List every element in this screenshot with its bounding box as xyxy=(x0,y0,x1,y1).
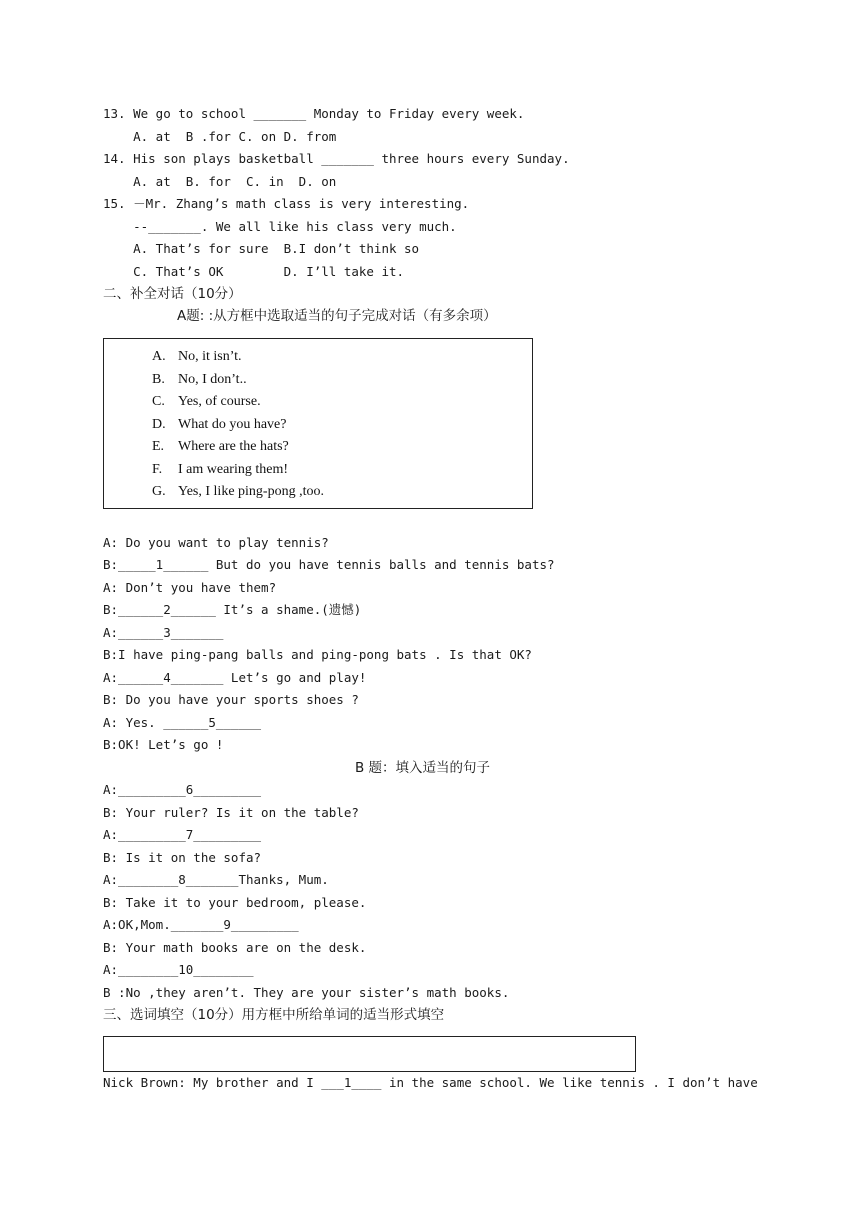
section-2-heading: 二、补全对话（10分） xyxy=(103,286,242,302)
question-15-line2: --_______. We all like his class very much. xyxy=(103,219,457,234)
dialog-b-line: B: Your ruler? Is it on the table? xyxy=(103,805,359,820)
option-letter: F. xyxy=(152,462,163,477)
option-letter: C. xyxy=(152,394,165,409)
dialog-a-line: A: Don’t you have them? xyxy=(103,580,277,595)
option-letter: G. xyxy=(152,484,166,499)
passage-line: Nick Brown: My brother and I ___1____ in the same school. We like tennis . I don’t have xyxy=(103,1075,758,1090)
option-c xyxy=(152,393,261,411)
dialog-a-line: B:I have ping-pang balls and ping-pong bats . Is that OK? xyxy=(103,647,532,662)
dialog-b-line: B :No ,they aren’t. They are your sister’s math books. xyxy=(103,985,510,1000)
dialog-b-line: A:OK,Mom._______9_________ xyxy=(103,917,299,932)
option-text: No, it isn’t. xyxy=(178,349,242,364)
question-13: 13. We go to school _______ Monday to Friday every week. xyxy=(103,106,525,121)
dialog-b-line: B: Take it to your bedroom, please. xyxy=(103,895,367,910)
question-15-options-1: A. That’s for sure B.I don’t think so xyxy=(103,241,420,256)
section-3-heading: 三、选词填空（10分）用方框中所给单词的适当形式填空 xyxy=(103,1007,445,1023)
dialog-b-line: A:________10________ xyxy=(103,962,254,977)
option-e xyxy=(152,438,289,456)
option-text: No, I don’t.. xyxy=(178,372,247,387)
option-text: I am wearing them! xyxy=(178,462,289,477)
option-text: What do you have? xyxy=(178,417,287,432)
question-15-options-2: C. That’s OK D. I’ll take it. xyxy=(103,264,405,279)
option-d xyxy=(152,416,286,434)
question-13-options: A. at B .for C. on D. from xyxy=(103,129,337,144)
part-a-title: A题: :从方框中选取适当的句子完成对话（有多余项） xyxy=(177,308,497,324)
options-box xyxy=(103,338,533,509)
part-b-title: B 题：填入适当的句子 xyxy=(355,760,491,776)
dialog-a-line: B:_____1______ But do you have tennis balls and tennis bats? xyxy=(103,557,555,572)
option-f xyxy=(152,461,288,479)
dialog-a-line: A:______4_______ Let’s go and play! xyxy=(103,670,367,685)
dialog-b-line: A:________8_______Thanks, Mum. xyxy=(103,872,329,887)
dialog-a-line: A: Do you want to play tennis? xyxy=(103,535,329,550)
dialog-a-line: B:______2______ It’s a shame.(遗憾) xyxy=(103,602,362,617)
option-letter: B. xyxy=(152,372,165,387)
question-15: 15. －Mr. Zhang’s math class is very interesting. xyxy=(103,196,470,211)
option-b xyxy=(152,371,247,389)
word-bank-box xyxy=(103,1036,636,1072)
option-g xyxy=(152,483,324,501)
dialog-b-line: A:_________7_________ xyxy=(103,827,262,842)
dialog-a-line: B: Do you have your sports shoes ? xyxy=(103,692,359,707)
word-bank xyxy=(114,1053,632,1070)
option-letter: A. xyxy=(152,349,166,364)
option-text: Yes, of course. xyxy=(178,394,261,409)
option-letter: D. xyxy=(152,417,166,432)
dialog-a-line: A: Yes. ______5______ xyxy=(103,715,262,730)
dialog-a-line: A:______3_______ xyxy=(103,625,224,640)
question-14: 14. His son plays basketball _______ three hours every Sunday. xyxy=(103,151,570,166)
dialog-b-line: B: Your math books are on the desk. xyxy=(103,940,367,955)
option-text: Where are the hats? xyxy=(178,439,289,454)
dialog-b-line: A:_________6_________ xyxy=(103,782,262,797)
dialog-b-line: B: Is it on the sofa? xyxy=(103,850,262,865)
dialog-a-line: B:OK! Let’s go ! xyxy=(103,737,224,752)
question-14-options: A. at B. for C. in D. on xyxy=(103,174,337,189)
option-letter: E. xyxy=(152,439,165,454)
option-text: Yes, I like ping-pong ,too. xyxy=(178,484,324,499)
option-a xyxy=(152,348,242,366)
